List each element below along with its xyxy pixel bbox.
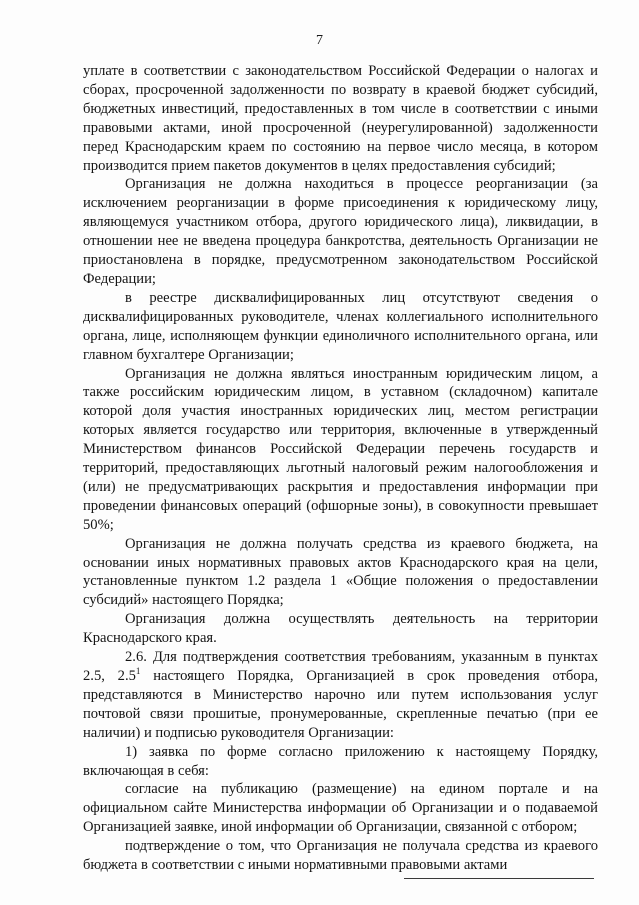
paragraph-confirmation: подтверждение о том, что Организация не получала средства из краевого бюджета в соответствии с иными нормативными правовыми актами (83, 838, 598, 874)
paragraph-publication-consent: согласие на публикацию (размещение) на едином портале и на официальном сайте Министерства информации об Организации и о подаваемой Организацией заявке, иной информации об Организации, связанной с отбором; (83, 781, 598, 836)
paragraph-reorganization: Организация не должна находиться в процессе реорганизации (за исключением реорганизации в форме присоединения к юридическому лицу, являющемуся участником отбора, другого юридического лица), ликвидации, в отношении нее не введена процедура банкротства, деятельность Организации не приостановлена в порядке, предусмотренном законодательством Российской Федерации; (83, 176, 598, 287)
paragraph-territory: Организация должна осуществлять деятельность на территории Краснодарского края. (83, 611, 598, 647)
paragraph-continuation: уплате в соответствии с законодательством Российской Федерации о налогах и сборах, просроченной задолженности по возврату в краевой бюджет субсидий, бюджетных инвестиций, предоставленных в том числе в соответствии с иными правовыми актами, иной просроченной (неурегулированной) задолженности перед Краснодарским краем по состоянию на первое число месяца, в котором производится прием пакетов документов в целях предоставления субсидий; (83, 63, 598, 174)
paragraph-foreign-entity: Организация не должна являться иностранным юридическим лицом, а также российским юридическим лицом, в уставном (складочном) капитале которой доля участия иностранных юридических лиц, местом регистрации которых является государство или территория, включенные в утвержденный Министерством финансов Российской Федерации перечень государств и территорий, предоставляющих льготный налоговый режим налогообложения и (или) не предусматривающих раскрытия и предоставления информации при проведении финансовых операций (офшорные зоны), в совокупности превышает 50%; (83, 365, 598, 533)
paragraph-2-6-text-before: 2.6. Для подтверждения соответствия требованиям, указанным в пунктах 2.5, 2.5 (83, 649, 598, 684)
paragraph-other-acts: Организация не должна получать средства из краевого бюджета, на основании иных нормативных правовых актов Краснодарского края на цели, установленные пунктом 1.2 раздела 1 «Общие положения о предоставлении субсидий» настоящего Порядка; (83, 535, 598, 609)
bottom-rule-line (404, 878, 594, 879)
document-body (83, 62, 598, 875)
paragraph-item-1-application: 1) заявка по форме согласно приложению к настоящему Порядку, включающая в себя: (83, 743, 598, 779)
page-number: 7 (316, 33, 323, 48)
paragraph-2-6-text-after: настоящего Порядка, Организацией в срок проведения отбора, представляются в Министерство нарочно или путем использования услуг почтовой связи прошитые, пронумерованные, скрепленные печатью (при ее наличии) и подписью руководителя Организации: (83, 668, 598, 741)
paragraph-2-6-superscript: 1 (135, 666, 141, 676)
paragraph-disqualified-registry: в реестре дисквалифицированных лиц отсутствуют сведения о дисквалифицированных руководителе, членах коллегиального исполнительного органа, лице, исполняющем функции единоличного исполнительного органа, или главном бухгалтере Организации; (83, 289, 598, 363)
paragraph-2-6 (83, 648, 598, 743)
